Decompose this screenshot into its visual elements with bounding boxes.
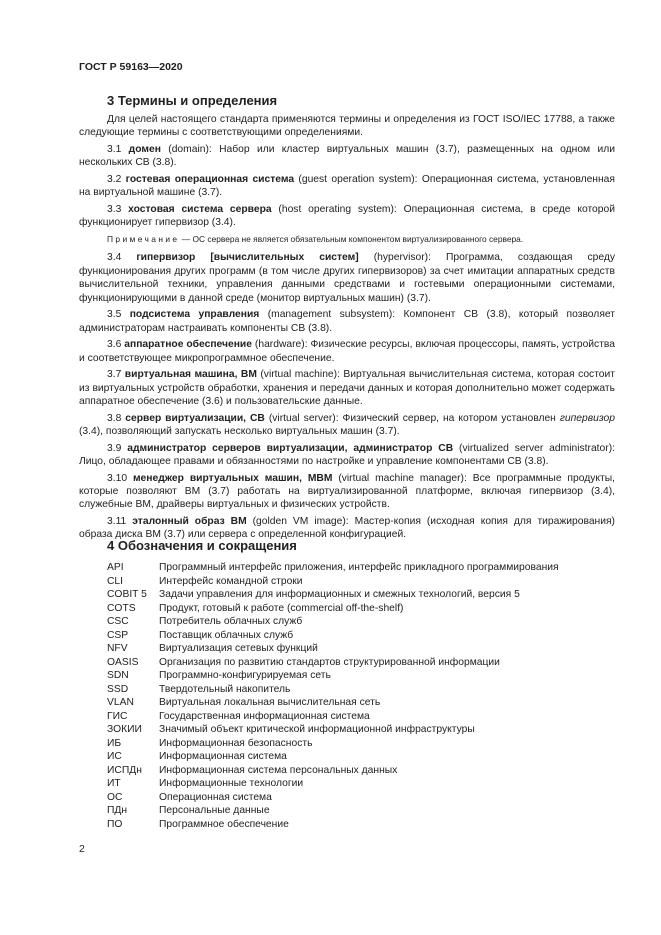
list-item [107,683,559,697]
list-item [107,602,559,616]
note-label: Примечание [107,234,180,244]
abbr-code: ПО [107,818,123,830]
abbr-desc: Продукт, готовый к работе (commercial off-the-shelf) [159,602,404,614]
abbr-code: ИСПДн [107,764,142,776]
section-4-title: 4 Обозначения и сокращения [107,538,297,553]
term-3-8: 3.8 сервер виртуализации, СВ (virtual server): Физический сервер, на котором установлен гипервизор (3.4), позволяющий запускать несколько виртуальных машин (3.7). [79,412,615,438]
list-item [107,669,559,683]
list-item [107,750,559,764]
list-item [107,723,559,737]
list-item [107,737,559,751]
term-3-6: 3.6 аппаратное обеспечение (hardware): Физические ресурсы, включая процессоры, память, устройства и соответствующее микропрограммное обеспечение. [79,339,615,364]
list-item [107,642,559,656]
term-3-3: 3.3 хостовая система сервера (host operating system): Операционная система, в среде которой функционирует гипервизор (3.4). [79,204,615,229]
list-item [107,561,559,575]
abbr-code: OASIS [107,656,139,668]
abbr-desc: Твердотельный накопитель [159,683,291,695]
abbr-code: CLI [107,575,124,587]
abbr-code: SDN [107,670,129,682]
abbr-desc: Потребитель облачных служб [159,616,303,628]
abbr-desc: Организация по развитию стандартов структурированной информации [159,656,500,668]
abbr-code: ИТ [107,778,121,790]
section-3-title: 3 Термины и определения [107,93,278,108]
document-code: ГОСТ Р 59163—2020 [79,61,183,73]
abbr-desc: Интерфейс командной строки [159,575,303,587]
note: Примечание — ОС сервера не является обязательным компонентом виртуализированного сервера. [107,234,524,244]
list-item [107,629,559,643]
term-3-4: 3.4 гипервизор [вычислительных систем] (hypervisor): Программа, создающая среду функционирования других программ (в том числе других гипервизоров) за счет имитации аппаратных средств вычислительной техники, управления данными средствами и гостевыми операционными системами, функционирующими в данной среде (монитор виртуальных машин) (3.7). [79,252,615,304]
list-item [107,656,559,670]
term-3-1: 3.1 домен (domain): Набор или кластер виртуальных машин (3.7), размещенных на одном или нескольких СВ (3.8). [79,144,615,169]
abbreviations-list [107,561,559,831]
abbr-desc: Программно-конфигурируемая сеть [159,670,331,682]
abbr-desc: Значимый объект критической информационной инфраструктуры [159,724,475,736]
list-item [107,818,559,832]
abbr-code: ЗОКИИ [107,724,142,736]
list-item [107,791,559,805]
list-item [107,588,559,602]
abbr-desc: Поставщик облачных служб [159,629,294,641]
abbr-code: NFV [107,643,128,655]
abbr-desc: Программное обеспечение [159,818,289,830]
abbr-code: COTS [107,602,136,614]
list-item [107,615,559,629]
list-item [107,777,559,791]
abbr-desc: Информационные технологии [159,778,304,790]
abbr-code: API [107,562,124,573]
term-3-10: 3.10 менеджер виртуальных машин, МВМ (virtual machine manager): Все программные продукты, которые позволяют ВМ (3.7) работать на виртуализированной платформе, включая гипервизор (3.4), служебные ВМ, драйверы виртуальных и физических устройств. [79,472,615,511]
abbr-desc: Персональные данные [159,805,270,817]
abbr-desc: Виртуализация сетевых функций [159,643,318,655]
term-3-11: 3.11 эталонный образ ВМ (golden VM image): Мастер-копия (исходная копия для тиражирования) образа диска ВМ (3.7) или сервера с определенной конфигурацией. [79,516,615,541]
abbr-desc: Информационная система [159,751,287,763]
list-item [107,804,559,818]
list-item [107,710,559,724]
abbr-code: CSP [107,629,129,641]
abbr-desc: Программный интерфейс приложения, интерфейс прикладного программирования [159,562,559,573]
abbr-desc: Виртуальная локальная вычислительная сеть [159,697,381,709]
term-3-9: 3.9 администратор серверов виртуализации, администратор СВ (virtualized server administrator): Лицо, обладающее правами и обязанностями по настройке и управление компонентами СВ (3.8). [79,442,615,468]
abbr-code: COBIT 5 [107,589,147,601]
list-item [107,764,559,778]
term-3-5: 3.5 подсистема управления (management subsystem): Компонент СВ (3.8), который позволяет администраторам настраивать компоненты СВ (3.8). [79,309,615,334]
page-number: 2 [79,843,85,855]
term-3-2: 3.2 гостевая операционная система (guest operation system): Операционная система, установленная на виртуальной машине (3.7). [79,174,615,199]
section-3-intro: Для целей настоящего стандарта применяются термины и определения из ГОСТ ISO/IEC 17788, а также следующие термины с соответствующими определениями. [79,114,615,139]
abbr-desc: Задачи управления для информационных и смежных технологий, версия 5 [159,589,520,601]
abbr-code: CSC [107,616,129,628]
abbr-desc: Информационная безопасность [159,737,313,749]
abbr-code: VLAN [107,697,134,709]
abbr-code: ПДн [107,805,128,817]
abbr-desc: Государственная информационная система [159,710,370,722]
abbr-code: SSD [107,683,129,695]
abbr-desc: Информационная система персональных данных [159,764,398,776]
abbr-code: ОС [107,791,123,803]
term-3-7: 3.7 виртуальная машина, ВМ (virtual machine): Виртуальная вычислительная система, которая состоит из виртуальных устройств обработки, хранения и передачи данных и которая дополнительно может содержать аппаратное обеспечение (3.6) и пользовательские данные. [79,369,615,408]
abbr-code: ИБ [107,737,122,749]
list-item [107,696,559,710]
section-3-body [79,113,615,545]
abbr-code: ИС [107,751,122,763]
list-item [107,575,559,589]
abbr-code: ГИС [107,710,128,722]
abbr-desc: Операционная система [159,791,272,803]
